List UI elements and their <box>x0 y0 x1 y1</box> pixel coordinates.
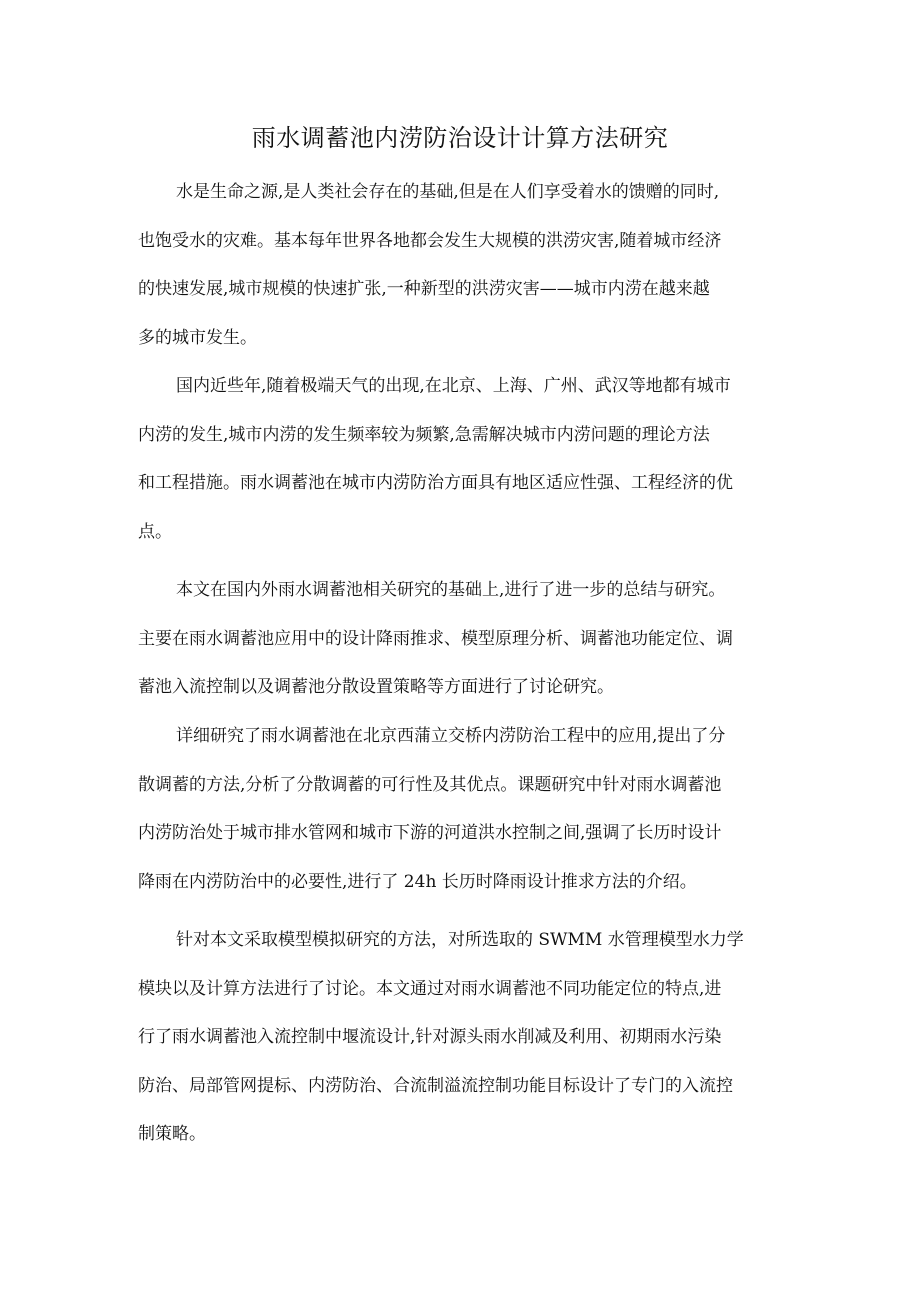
paragraph-5-line-3: 行了雨水调蓄池入流控制中堰流设计,针对源头雨水削减及利用、初期雨水污染 <box>138 1027 722 1047</box>
paragraph-5-line-5: 制策略。 <box>138 1124 206 1144</box>
paragraph-2-line-3: 和工程措施。雨水调蓄池在城市内涝防治方面具有地区适应性强、工程经济的优 <box>138 473 733 493</box>
paragraph-1-line-3: 的快速发展,城市规模的快速扩张,一种新型的洪涝灾害——城市内涝在越来越 <box>138 279 710 299</box>
paragraph-1-line-1: 水是生命之源,是人类社会存在的基础,但是在人们享受着水的馈赠的同时, <box>176 182 720 202</box>
paragraph-3-line-2: 主要在雨水调蓄池应用中的设计降雨推求、模型原理分析、调蓄池功能定位、调 <box>138 629 733 649</box>
paragraph-2-line-2: 内涝的发生,城市内涝的发生频率较为频繁,急需解决城市内涝问题的理论方法 <box>138 425 710 445</box>
paragraph-2-line-1: 国内近些年,随着极端天气的出现,在北京、上海、广州、武汉等地都有城市 <box>176 376 731 396</box>
paragraph-4-line-2: 散调蓄的方法,分析了分散调蓄的可行性及其优点。课题研究中针对雨水调蓄池 <box>138 775 722 795</box>
paragraph-5-line-4: 防治、局部管网提标、内涝防治、合流制溢流控制功能目标设计了专门的入流控 <box>138 1076 733 1096</box>
paragraph-5-line-1: 针对本文采取模型模拟研究的方法，对所选取的 SWMM 水管理模型水力学 <box>176 930 744 950</box>
paragraph-3-line-3: 蓄池入流控制以及调蓄池分散设置策略等方面进行了讨论研究。 <box>138 677 614 697</box>
paragraph-5-line-2: 模块以及计算方法进行了讨论。本文通过对雨水调蓄池不同功能定位的特点,进 <box>138 979 722 999</box>
paragraph-4-line-4: 降雨在内涝防治中的必要性,进行了 24h 长历时降雨设计推求方法的介绍。 <box>138 872 697 892</box>
paragraph-3-line-1: 本文在国内外雨水调蓄池相关研究的基础上,进行了进一步的总结与研究。 <box>176 580 726 600</box>
document-title: 雨水调蓄池内涝防治设计计算方法研究 <box>251 124 669 152</box>
paragraph-1-line-2: 也饱受水的灾难。基本每年世界各地都会发生大规模的洪涝灾害,随着城市经济 <box>138 231 722 251</box>
paragraph-2-line-4: 点。 <box>138 522 172 542</box>
paragraph-4-line-3: 内涝防治处于城市排水管网和城市下游的河道洪水控制之间,强调了长历时设计 <box>138 823 722 843</box>
paragraph-1-line-4: 多的城市发生。 <box>138 328 257 348</box>
paragraph-4-line-1: 详细研究了雨水调蓄池在北京西蒲立交桥内涝防治工程中的应用,提出了分 <box>176 726 726 746</box>
